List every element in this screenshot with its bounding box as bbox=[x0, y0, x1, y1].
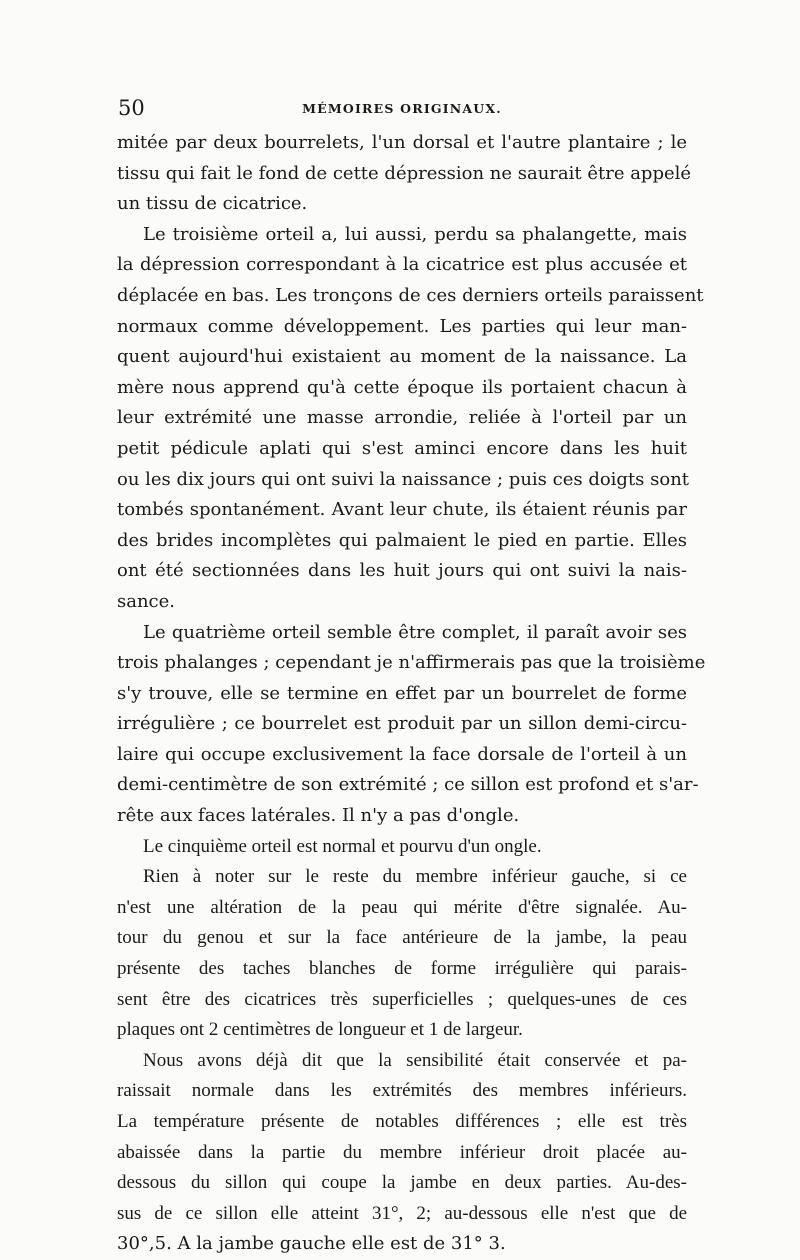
text-line: ou les dix jours qui ont suivi la naissance ; puis ces doigts sont bbox=[117, 468, 690, 490]
text-line: trois phalanges ; cependant je n'affirmerais pas que la troisième bbox=[117, 652, 706, 674]
page-header bbox=[118, 96, 686, 126]
text-line: ont été sectionnées dans les huit jours qui ont suivi la nais- bbox=[117, 560, 687, 582]
text-line: petit pédicule aplati qui s'est aminci encore dans les huit bbox=[117, 437, 687, 459]
text-line: Le quatrième orteil semble être complet, il paraît avoir ses bbox=[143, 621, 687, 643]
running-head: MÉMOIRES ORIGINAUX. bbox=[302, 101, 502, 116]
text-line: Rien à noter sur le reste du membre inférieur gauche, si ce bbox=[143, 866, 687, 888]
text-line: sus de ce sillon elle atteint 31°, 2; au-dessous elle n'est que de bbox=[117, 1202, 687, 1224]
text-line: quent aujourd'hui existaient au moment de la naissance. La bbox=[117, 346, 687, 368]
page-number: 50 bbox=[118, 96, 145, 120]
text-line: s'y trouve, elle se termine en effet par un bourrelet de forme bbox=[117, 682, 687, 704]
text-line: rête aux faces latérales. Il n'y a pas d'ongle. bbox=[117, 805, 520, 827]
text-line: Le cinquième orteil est normal et pourvu d'un ongle. bbox=[143, 835, 542, 857]
text-line: tissu qui fait le fond de cette dépression ne saurait être appelé bbox=[117, 162, 692, 184]
body-text bbox=[117, 128, 706, 1260]
text-line: tour du genou et sur la face antérieure de la jambe, la peau bbox=[117, 927, 687, 949]
text-line: des brides incomplètes qui palmaient le pied en partie. Elles bbox=[117, 529, 687, 551]
text-line: demi-centimètre de son extrémité ; ce sillon est profond et s'ar- bbox=[117, 774, 699, 796]
text-line: leur extrémité une masse arrondie, reliée à l'orteil par un bbox=[117, 407, 687, 429]
text-line: un tissu de cicatrice. bbox=[117, 193, 308, 215]
text-line: déplacée en bas. Les tronçons de ces derniers orteils paraissent bbox=[117, 284, 704, 306]
text-line: mère nous apprend qu'à cette époque ils portaient chacun à bbox=[117, 376, 687, 398]
text-line: 30°,5. A la jambe gauche elle est de 31° 3. bbox=[117, 1233, 506, 1255]
text-line: normaux comme développement. Les parties qui leur man- bbox=[117, 315, 687, 337]
text-line: dessous du sillon qui coupe la jambe en deux parties. Au-des- bbox=[117, 1172, 687, 1194]
text-line: la dépression correspondant à la cicatrice est plus accusée et bbox=[117, 254, 687, 276]
text-line: irrégulière ; ce bourrelet est produit par un sillon demi-circu- bbox=[117, 713, 687, 735]
text-line: plaques ont 2 centimètres de longueur et 1 de largeur. bbox=[117, 1019, 523, 1041]
text-line: tombés spontanément. Avant leur chute, ils étaient réunis par bbox=[117, 499, 687, 521]
text-line: présente des taches blanches de forme irrégulière qui parais- bbox=[117, 958, 687, 980]
text-line: Le troisième orteil a, lui aussi, perdu sa phalangette, mais bbox=[143, 223, 687, 245]
text-line: mitée par deux bourrelets, l'un dorsal et l'autre plantaire ; le bbox=[117, 132, 687, 153]
text-line: Nous avons déjà dit que la sensibilité était conservée et pa- bbox=[143, 1049, 687, 1071]
text-line: La température présente de notables différences ; elle est très bbox=[117, 1111, 687, 1132]
text-line: laire qui occupe exclusivement la face dorsale de l'orteil à un bbox=[117, 743, 687, 765]
text-line: sance. bbox=[117, 590, 176, 612]
text-line: abaissée dans la partie du membre inférieur droit placée au- bbox=[117, 1141, 687, 1163]
text-line: n'est une altération de la peau qui mérite d'être signalée. Au- bbox=[117, 896, 687, 918]
text-line: raissait normale dans les extrémités des membres inférieurs. bbox=[117, 1080, 687, 1102]
text-line: sent être des cicatrices très superficielles ; quelques-unes de ces bbox=[117, 988, 687, 1010]
